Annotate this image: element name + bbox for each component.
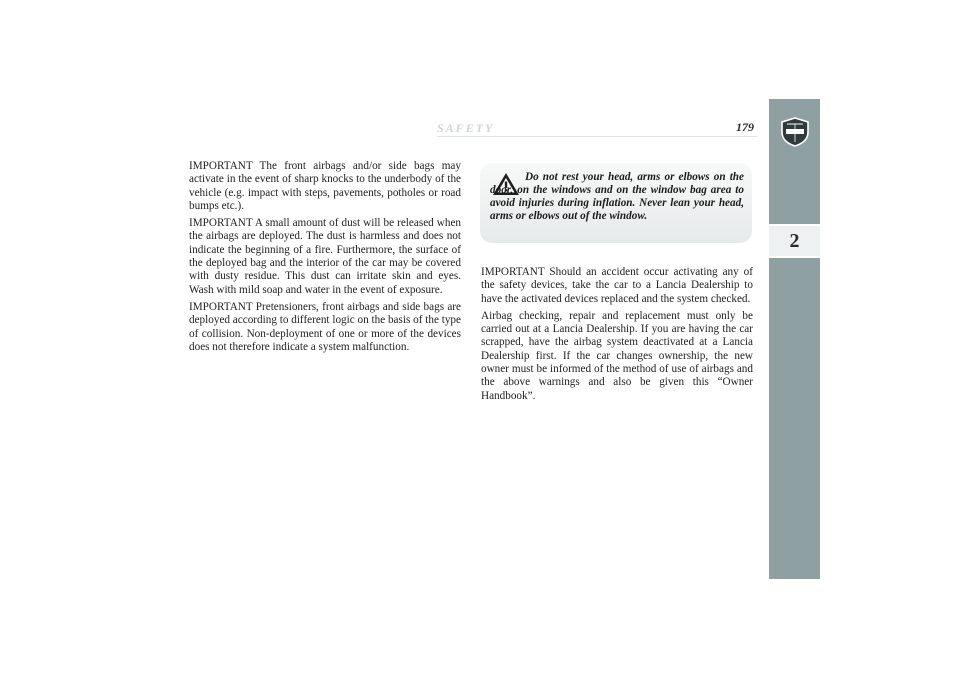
paragraph-dust-release-note: IMPORTANT A small amount of dust will be released when the airbags are deployed. The dust is harmless and does not indicate the beginning of a fire. Furthermore, the surface of the deployed bag and the interior of the car may be covered with dusty residue. This dust can irritate skin and eyes. Wash with mild soap and water in the event of exposure. (189, 217, 461, 296)
chapter-side-tab (769, 99, 820, 579)
paragraph-airbag-checking: Airbag checking, repair and replacement must only be carried out at a Lancia Dealership. If you are having the car scrapped, have the airbag system deactivated at a Lancia Dealership first. If the car changes ownership, the new owner must be informed of the method of use of airbags and the above warnings and also be given this “Owner Handbook”. (481, 309, 753, 402)
warning-text: Do not rest your head, arms or elbows on the door, on the windows and on the window bag area to avoid injuries during inflation. Never lean your head, arms or elbows out of the window. (490, 171, 744, 222)
paragraph-deployment-logic-note: IMPORTANT Pretensioners, front airbags and side bags are deployed according to different logic on the basis of the type of collision. Non-deployment of one or more of the devices does not therefore indicate a system malfunction. (189, 300, 461, 353)
section-title: SAFETY (437, 121, 495, 135)
lancia-logo-icon (780, 117, 810, 147)
warning-box (480, 163, 752, 243)
header-divider (437, 136, 757, 137)
paragraph-dust-impact-note: IMPORTANT The front airbags and/or side bags may activate in the event of sharp knocks to the underbody of the vehicle (e.g. impact with steps, pavements, potholes or road bumps etc.). (189, 160, 461, 212)
page-number: 179 (736, 120, 754, 134)
paragraph-accident-note: IMPORTANT Should an accident occur activating any of the safety devices, take the car to a Lancia Dealership to have the activated devices replaced and the system checked. (481, 266, 753, 305)
chapter-number: 2 (769, 224, 820, 258)
left-text-column (189, 160, 461, 358)
right-text-column (481, 266, 753, 407)
